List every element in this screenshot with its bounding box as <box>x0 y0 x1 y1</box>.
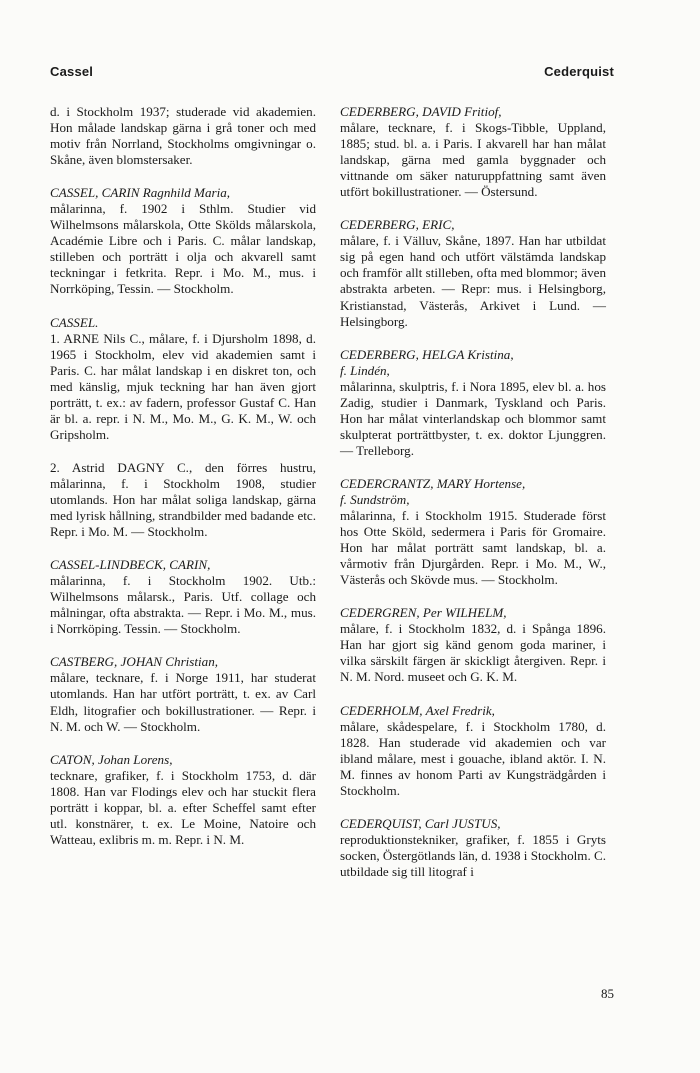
entry-cederberg-helga <box>340 347 606 459</box>
entry-cederquist <box>340 816 606 880</box>
entry-text: målarinna, f. i Stockholm 1915. Studerade först hos Otte Sköld, sedermera i Paris för Gromaire. Hon har målat porträtt samt landskap, bl. a. vårmotiv från Djurgården. Repr. i Mo. M., W., Västerås och Skövde mus. — Stockholm. <box>340 508 606 588</box>
entry-subheading: f. Lindén, <box>340 362 390 378</box>
entry-cedercrantz <box>340 476 606 588</box>
entry-heading: CATON, Johan Lorens, <box>50 751 173 767</box>
entry-heading: CASTBERG, JOHAN Christian, <box>50 654 219 670</box>
entry-text: tecknare, grafiker, f. i Stockholm 1753, d. där 1808. Han var Flodings elev och har stuckit flera porträtt i koppar, bl. a. efter Scheffel samt efter utl. konstnärer, t. ex. Le Moine, Natoire och Watteau, exlibris m. m. Repr. i N. M. <box>50 767 316 847</box>
entry-cederberg-david <box>340 104 606 200</box>
entry-heading: CEDERQUIST, Carl JUSTUS, <box>340 815 501 831</box>
entry-heading: CEDERGREN, Per WILHELM, <box>340 605 507 621</box>
entry-cederberg-eric <box>340 217 606 329</box>
entry-text: målare, skådespelare, f. i Stockholm 1780, d. 1828. Han studerade vid akademien och var ibland målare, mest i gouache, ibland aktör. I. N. M. finnes av honom Parti av Kungsträdgården i Stockholm. <box>340 718 606 798</box>
entry-text: målare, f. i Välluv, Skåne, 1897. Han har utbildat sig på egen hand och utfört välstämda landskap och framför allt stilleben, ofta med blommor; även abstrakta arbeten. — Repr: mus. i Helsingborg, Kristianstad, Västerås, Arkivet i Lund. — Helsingborg. <box>340 233 606 329</box>
entry-heading: CASSEL, CARIN Ragnhild Maria, <box>50 185 231 201</box>
entry-heading: CEDERCRANTZ, MARY Hortense, <box>340 475 526 491</box>
entry-text: målare, f. i Stockholm 1832, d. i Spånga 1896. Han har gjort sig känd genom goda mariner, i vilka särskilt färgen är skickligt återgiven. Repr. i N. M. Nord. museet och G. K. M. <box>340 621 606 685</box>
entry-heading: CEDERBERG, HELGA Kristina, <box>340 346 514 362</box>
entry-heading: CASSEL-LINDBECK, CARIN, <box>50 557 211 573</box>
running-head-left: Cassel <box>50 64 94 79</box>
entry-cederholm <box>340 703 606 799</box>
entry-heading: CEDERBERG, DAVID Fritiof, <box>340 104 502 119</box>
entry-text: målarinna, f. 1902 i Sthlm. Studier vid Wilhelmsons målarskola, Otte Skölds målarskola, Académie Libre och i Paris. C. målar landskap, stilleben och porträtt i olja och akvarell samt teckningar i fetkrita. Repr. i Mo. M., mus. i Norrköping, Tessin. — Stockholm. <box>50 201 316 297</box>
entry-cassel <box>50 315 316 541</box>
entry-heading: CEDERBERG, ERIC, <box>340 217 455 233</box>
entry-text-arne: 1. ARNE Nils C., målare, f. i Djursholm 1898, d. 1965 i Stockholm, elev vid akademien samt i Paris. C. har målat landskap i en diskret ton, och med känslig, mjuk teckning har han även gjort porträtt, t. ex.: av fadern, professor Gustaf C. Han är bl. a. repr. i N. M., Mo. M., G. K. M., W. och Gripsholm. <box>50 330 316 442</box>
page-number: 85 <box>601 986 614 1001</box>
entry-subheading: f. Sundström, <box>340 491 410 507</box>
entry-cassel-carin <box>50 185 316 297</box>
right-column <box>340 104 606 880</box>
entry-cedergren <box>340 605 606 685</box>
entry-text: reproduktionstekniker, grafiker, f. 1855 i Gryts socken, Östergötlands län, d. 1938 i Stockholm. C. utbildade sig till litograf i <box>340 831 606 879</box>
entry-caton <box>50 752 316 848</box>
entry-text: målarinna, skulptris, f. i Nora 1895, elev bl. a. hos Zadig, studier i Danmark, Tyskland och Paris. Hon har målat vinterlandskap och blommor samt skulpterat porträttbyster, t. ex. doktor Ljunggren. — Trelleborg. <box>340 378 606 458</box>
left-column <box>50 104 316 848</box>
entry-text: målarinna, f. i Stockholm 1902. Utb.: Wilhelmsons målarsk., Paris. Utf. collage och målningar, ofta abstrakta. — Repr. i Mo. M., mus. i Norrköping. Tessin. — Stockholm. <box>50 573 316 637</box>
entry-text: målare, tecknare, f. i Skogs-Tibble, Uppland, 1885; stud. bl. a. i Paris. I akvarell har han målat landskap, gärna med gamla byggnader och vittnande om säker naturuppfattning samt även utfört bokillustrationer. — Östersund. <box>340 120 606 200</box>
entry-text-dagny: 2. Astrid DAGNY C., den förres hustru, målarinna, f. i Stockholm 1908, studier utomlands. Hon har målat soliga landskap, gärna med lyrisk hållning, strandbilder med badande etc. Repr. i Mo. M. — Stockholm. <box>50 459 316 540</box>
entry-heading: CASSEL. <box>50 314 99 330</box>
entry-cassel-continued <box>50 104 316 168</box>
entry-heading: CEDERHOLM, Axel Fredrik, <box>340 702 495 718</box>
entry-castberg <box>50 654 316 734</box>
entry-text: målare, tecknare, f. i Norge 1911, har studerat utomlands. Han har utfört porträtt, t. ex. av Carl Eldh, litografier och bokillustrationer. — Repr. i N. M. och W. — Stockholm. <box>50 670 316 734</box>
entry-text: d. i Stockholm 1937; studerade vid akademien. Hon målade landskap gärna i grå toner och med motiv från Norrland, Stockholms omgivningar o. Skåne, även blomstersaker. <box>50 104 316 168</box>
running-head-right: Cederquist <box>544 64 614 79</box>
entry-cassel-lindbeck <box>50 557 316 637</box>
